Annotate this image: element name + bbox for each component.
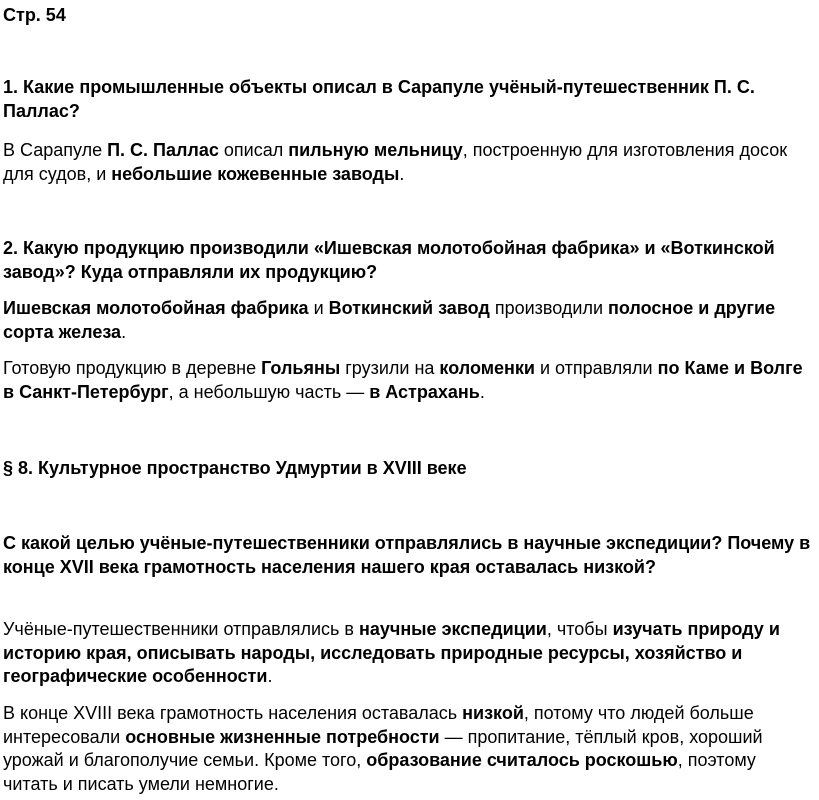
answer-highlight: пильную мельницу <box>288 140 463 160</box>
answer-text: В конце XVIII века грамотность населения оставалась <box>3 703 463 723</box>
answer-highlight: Воткинский завод <box>328 298 490 318</box>
answer-highlight: изучать природу и историю края, описывать народы, исследовать природные ресурсы, хозяйство и географические особенности <box>3 619 780 686</box>
answer-text: , поэтому читать и писать умели немногие. <box>3 750 756 794</box>
section-title: § 8. Культурное пространство Удмуртии в XVIII веке <box>3 458 467 478</box>
question-2: 2. Какую продукцию производили «Ишевская молотобойная фабрика» и «Воткинской завод»? Куда отправляли их продукцию? <box>3 238 775 282</box>
answer-text: грузили на <box>340 358 440 378</box>
question-1: 1. Какие промышленные объекты описал в Сарапуле учёный-путешественник П. С. Паллас? <box>3 77 755 121</box>
answer-highlight: коломенки <box>439 358 535 378</box>
page-number: Стр. 54 <box>3 5 66 25</box>
answer-text: — пропитание, тёплый кров, хороший урожай и благополучие семьи. Кроме того, <box>3 726 763 770</box>
question-3: С какой целью учёные-путешественники отправлялись в научные экспедиции? Почему в конце XVII века грамотность населения нашего края оставалась низкой? <box>3 533 811 577</box>
answer-3-part-2 <box>3 702 813 796</box>
answer-text: , потому что людей больше интересовали <box>3 703 754 747</box>
answer-text: , а небольшую часть — <box>168 381 370 402</box>
answer-text: . <box>267 666 273 686</box>
answer-highlight: научные экспедиции <box>358 619 547 639</box>
answer-3-part-1 <box>3 618 813 689</box>
answer-text: и отправляли <box>534 358 658 378</box>
answer-text: производили <box>489 298 609 318</box>
answer-text: , построенную для изготовления досок для судов, и <box>3 140 788 184</box>
answer-highlight: Гольяны <box>261 358 341 378</box>
answer-text: В Сарапуле <box>3 140 108 160</box>
answer-text: , чтобы <box>546 619 613 639</box>
answer-highlight: по Каме и Волге в Санкт-Петербург <box>3 358 803 402</box>
answer-1 <box>3 139 813 186</box>
answer-text: . <box>479 381 485 402</box>
answer-text: Учёные-путешественники отправлялись в <box>3 619 359 639</box>
answer-2-part-1 <box>3 297 813 344</box>
answer-text: Готовую продукцию в деревне <box>3 358 262 378</box>
answer-text: . <box>121 321 127 342</box>
answer-highlight: П. С. Паллас <box>107 140 219 160</box>
answer-highlight: небольшие кожевенные заводы <box>111 163 400 184</box>
answer-highlight: низкой <box>462 703 524 723</box>
answer-text: и <box>308 298 329 318</box>
answer-text: . <box>399 163 405 184</box>
answer-2-part-2 <box>3 357 813 404</box>
answer-text: описал <box>218 140 289 160</box>
answer-highlight: Ишевская молотобойная фабрика <box>3 298 309 318</box>
answer-highlight: в Астрахань <box>369 381 480 402</box>
answer-highlight: полосное и другие сорта железа <box>3 298 776 342</box>
answer-highlight: основные жизненные потребности <box>125 726 440 747</box>
answer-highlight: образование считалось роскошью <box>366 750 678 770</box>
